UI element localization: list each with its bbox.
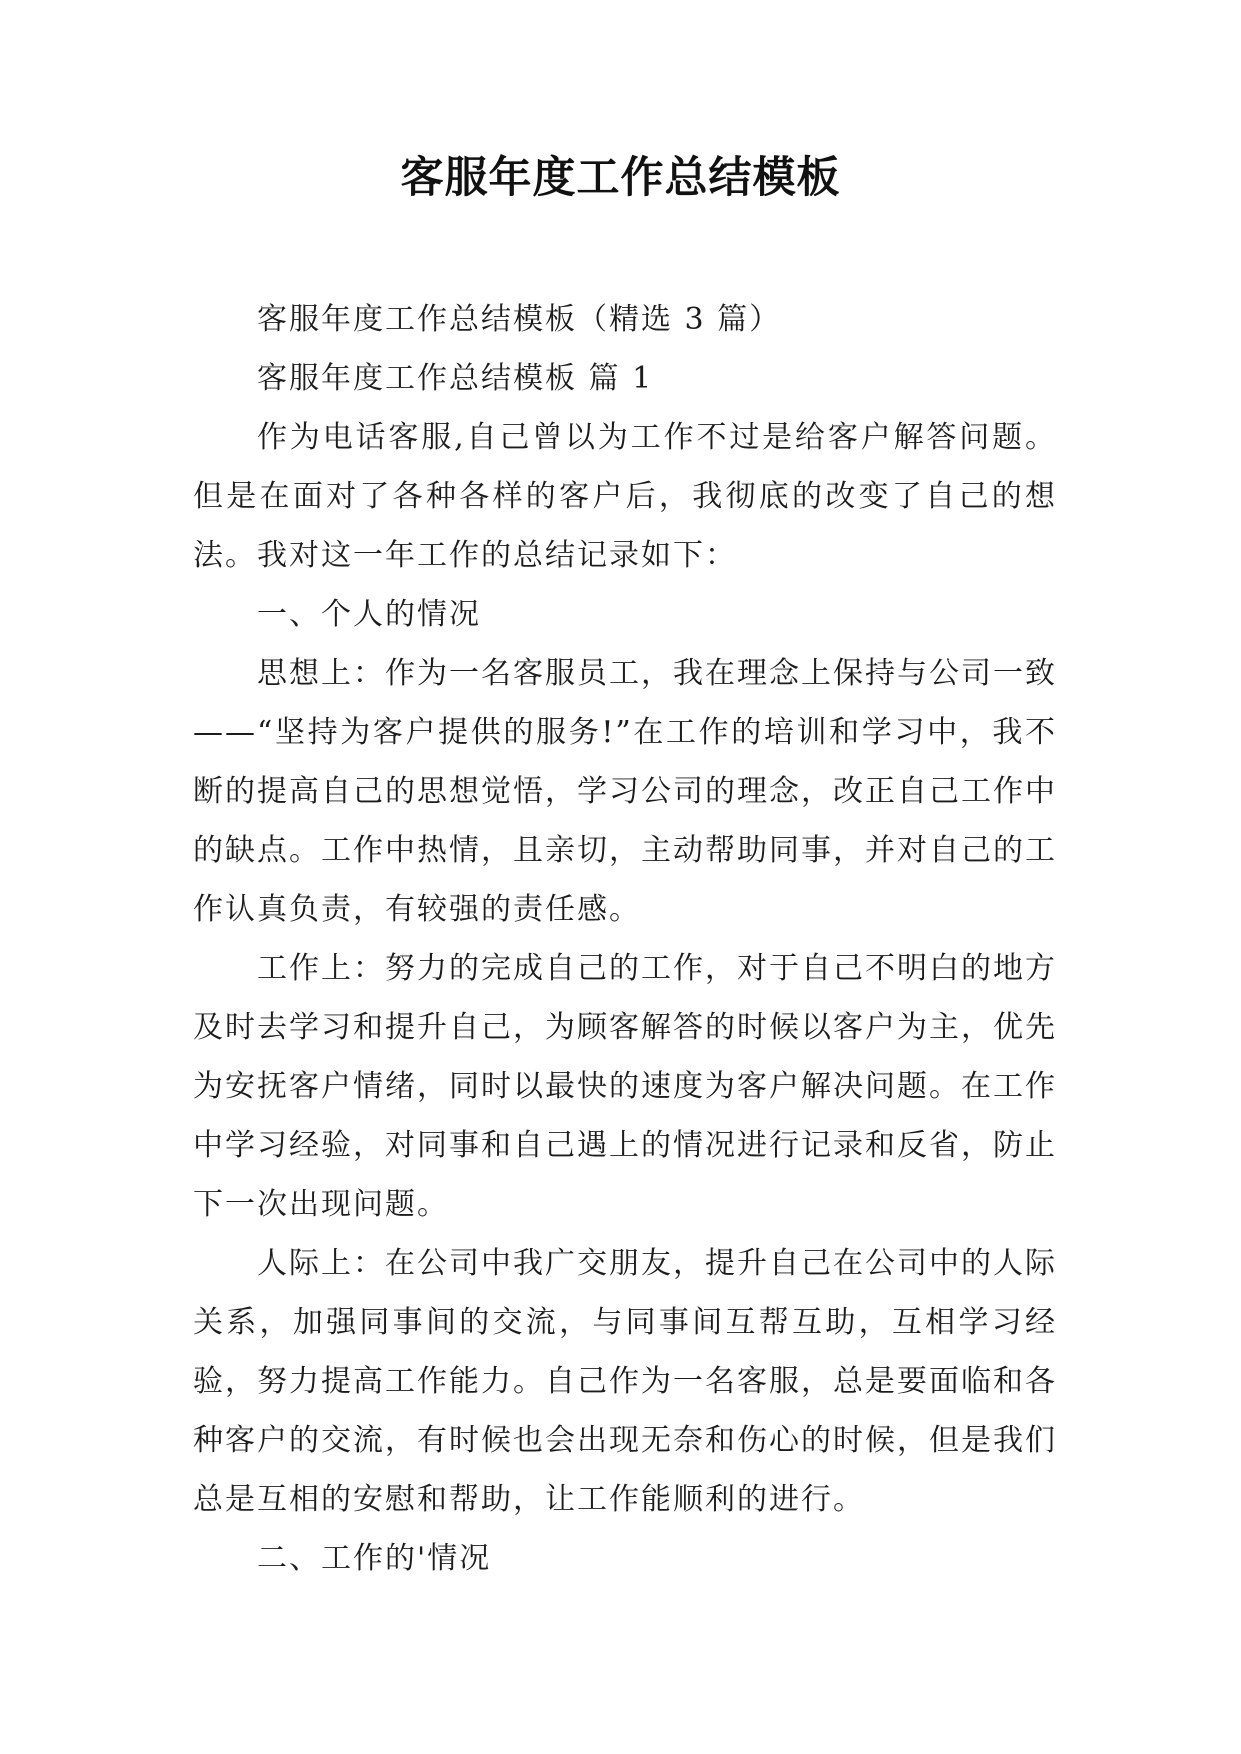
section-heading-part1: 客服年度工作总结模板 篇 1 [257, 361, 654, 396]
section-heading-work: 二、工作的'情况 [257, 1541, 492, 1576]
thought-paragraph: 思想上：作为一名客服员工，我在理念上保持与公司一致——“坚持为客户提供的服务!”在工作的培训和学习中，我不断的提高自己的思想觉悟，学习公司的理念，改正自己工作中的缺点。工作中热情，且亲切，主动帮助同事，并对自己的工作认真负责，有较强的责任感。 [193, 656, 1057, 927]
intro-paragraph: 作为电话客服,自己曾以为工作不过是给客户解答问题。但是在面对了各种各样的客户后，我彻底的改变了自己的想法。我对这一年工作的总结记录如下： [193, 420, 1057, 573]
subtitle-paragraph: 客服年度工作总结模板（精选 3 篇） [257, 302, 782, 337]
document-title: 客服年度工作总结模板 [400, 153, 841, 203]
work-paragraph: 工作上：努力的完成自己的工作，对于自己不明白的地方及时去学习和提升自己，为顾客解答的时候以客户为主，优先为安抚客户情绪，同时以最快的速度为客户解决问题。在工作中学习经验，对同事和自己遇上的情况进行记录和反省，防止下一次出现问题。 [193, 951, 1057, 1222]
section-heading-personal: 一、个人的情况 [257, 597, 481, 632]
document-body [193, 290, 1057, 1588]
interpersonal-paragraph: 人际上：在公司中我广交朋友，提升自己在公司中的人际关系，加强同事间的交流，与同事间互帮互助，互相学习经验，努力提高工作能力。自己作为一名客服，总是要面临和各种客户的交流，有时候也会出现无奈和伤心的时候，但是我们总是互相的安慰和帮助，让工作能顺利的进行。 [193, 1246, 1057, 1517]
